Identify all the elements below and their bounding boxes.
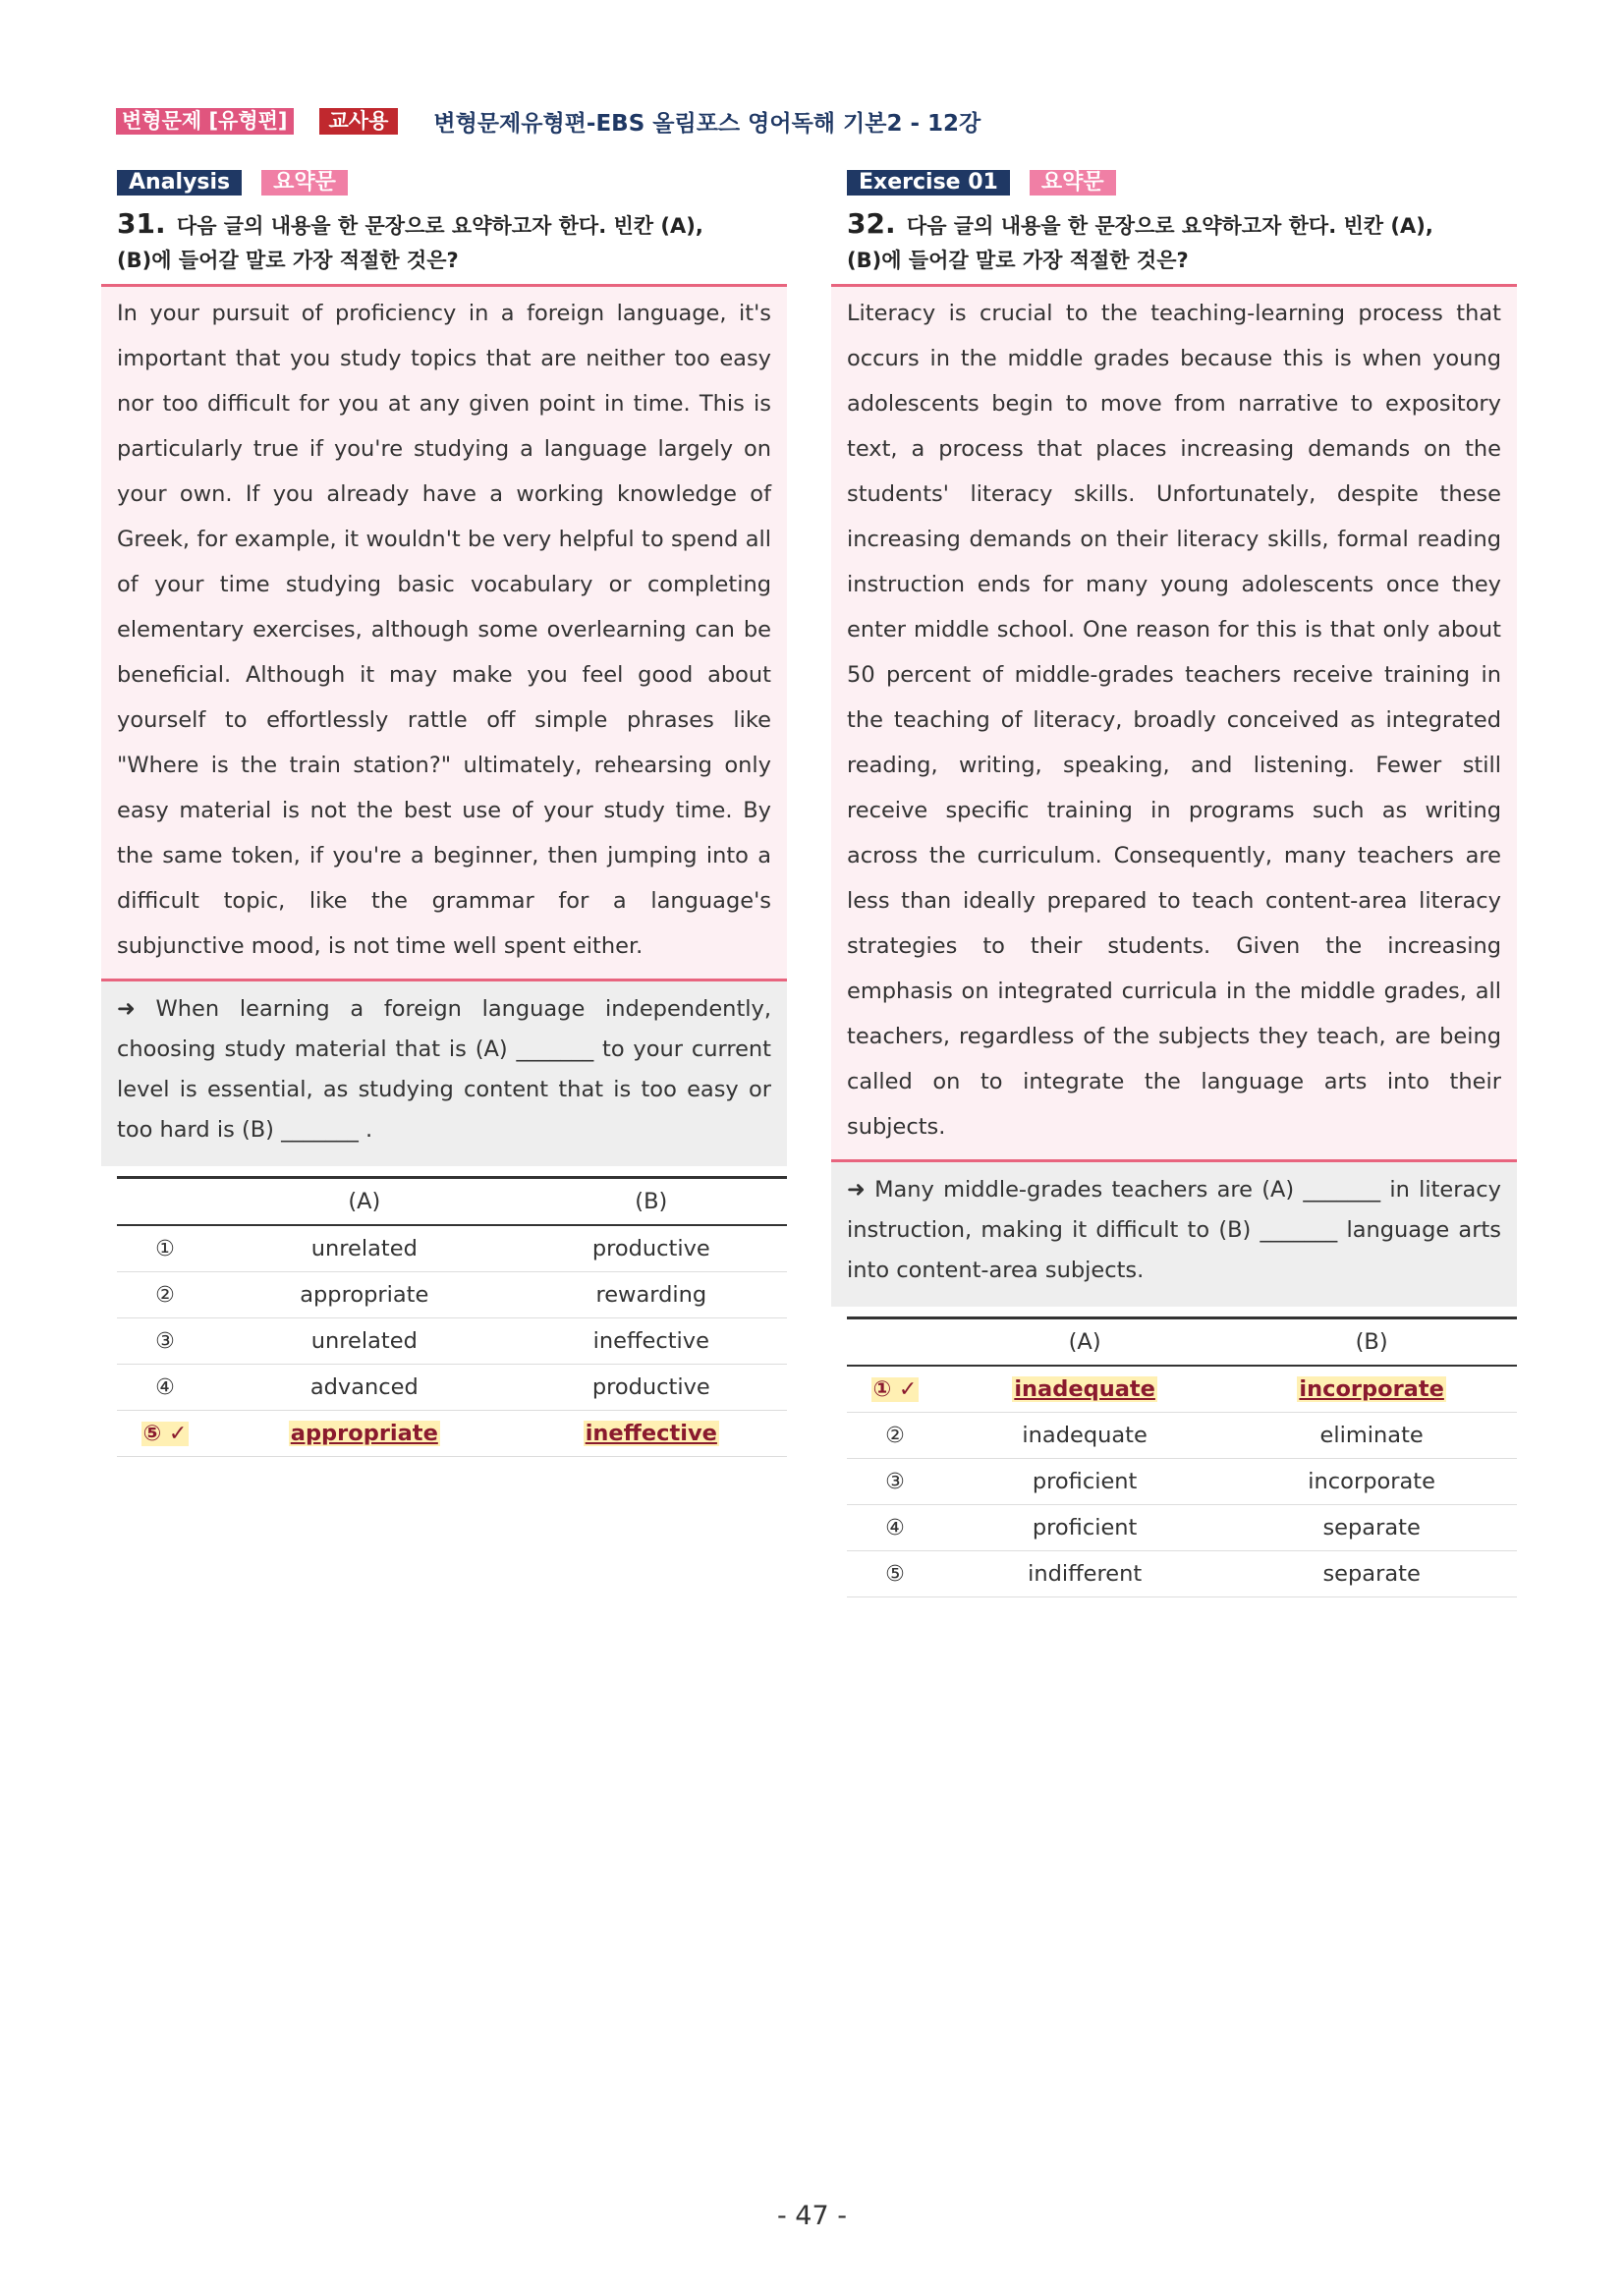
- answer-choices-table: [847, 1316, 1517, 1597]
- question-text-line1: 다음 글의 내용을 한 문장으로 요약하고자 한다. 빈칸 (A),: [176, 214, 703, 238]
- question-badges: [101, 169, 787, 196]
- choice-b: eliminate: [1226, 1413, 1517, 1459]
- choice-b: separate: [1226, 1505, 1517, 1551]
- choice-row[interactable]: [117, 1225, 787, 1272]
- choice-row[interactable]: [117, 1272, 787, 1318]
- summary-type-badge: 요약문: [1030, 170, 1116, 196]
- table-header-blank: [117, 1178, 213, 1226]
- answer-choices-table: [117, 1176, 787, 1457]
- correct-choice-a: appropriate: [213, 1411, 516, 1457]
- choice-row[interactable]: [847, 1551, 1517, 1597]
- page-header: [116, 106, 980, 136]
- question-number: 32.: [847, 207, 896, 240]
- choice-number: ④: [117, 1365, 213, 1411]
- page-number: - 47 -: [776, 2201, 847, 2231]
- question-text-line2: (B)에 들어갈 말로 가장 적절한 것은?: [117, 249, 459, 272]
- document-title: 변형문제유형편-EBS 올림포스 영어독해 기본2 - 12강: [433, 110, 981, 137]
- correct-choice-number: ① ✓: [847, 1366, 943, 1413]
- choice-number: ⑤: [847, 1551, 943, 1597]
- choice-a: proficient: [943, 1459, 1226, 1505]
- summary-sentence: ➜ When learning a foreign language independently, choosing study material that is (A) _______ to your current level is essential, as studying content that is too easy or too hard is (B) _______ .: [101, 981, 787, 1166]
- choice-number: ②: [847, 1413, 943, 1459]
- choice-number: ④: [847, 1505, 943, 1551]
- question-badges: [831, 169, 1517, 196]
- choice-b: rewarding: [516, 1272, 787, 1318]
- correct-choice-number: ⑤ ✓: [117, 1411, 213, 1457]
- summary-sentence: ➜ Many middle-grades teachers are (A) _______ in literacy instruction, making it difficult to (B) _______ language arts into content-area subjects.: [831, 1162, 1517, 1307]
- correct-choice-b: ineffective: [516, 1411, 787, 1457]
- question-number: 31.: [117, 207, 166, 240]
- reading-passage: In your pursuit of proficiency in a foreign language, it's important that you study topics that are neither too easy nor too difficult for you at any given point in time. This is particularly true if you're studying a language largely on your own. If you already have a working knowledge of Greek, for example, it wouldn't be very helpful to spend all of your time studying basic vocabulary or completing elementary exercises, although some overlearning can be beneficial. Although it may make you feel good about yourself to effortlessly rattle off simple phrases like "Where is the train station?" ultimately, rehearsing only easy material is not the best use of your study time. By the same token, if you're a beginner, then jumping into a difficult topic, like the grammar for a language's subjunctive mood, is not time well spent either.: [101, 284, 787, 981]
- choice-number: ②: [117, 1272, 213, 1318]
- question-title: [831, 206, 1517, 278]
- choice-a: unrelated: [213, 1318, 516, 1365]
- question-title: [101, 206, 787, 278]
- choice-b: incorporate: [1226, 1459, 1517, 1505]
- choice-number: ③: [117, 1318, 213, 1365]
- table-header-a: (A): [213, 1178, 516, 1226]
- correct-choice-a: inadequate: [943, 1366, 1226, 1413]
- choice-row[interactable]: [117, 1365, 787, 1411]
- choice-b: ineffective: [516, 1318, 787, 1365]
- choice-a: proficient: [943, 1505, 1226, 1551]
- question-text-line2: (B)에 들어갈 말로 가장 적절한 것은?: [847, 249, 1189, 272]
- choice-a: indifferent: [943, 1551, 1226, 1597]
- question-31-column: [101, 169, 787, 1457]
- correct-choice-row[interactable]: [847, 1366, 1517, 1413]
- choice-b: separate: [1226, 1551, 1517, 1597]
- reading-passage: Literacy is crucial to the teaching-learning process that occurs in the middle grades because this is when young adolescents begin to move from narrative to expository text, a process that places increasing demands on the students' literacy skills. Unfortunately, despite these increasing demands on their literacy skills, formal reading instruction ends for many young adolescents once they enter middle school. One reason for this is that only about 50 percent of middle-grades teachers receive training in the teaching of literacy, broadly conceived as integrated reading, writing, speaking, and listening. Fewer still receive specific training in programs such as writing across the curriculum. Consequently, many teachers are less than ideally prepared to teach content-area literacy strategies to their students. Given the increasing emphasis on integrated curricula in the middle grades, all teachers, regardless of the subjects they teach, are being called on to integrate the language arts into their subjects.: [831, 284, 1517, 1162]
- choice-row[interactable]: [847, 1413, 1517, 1459]
- choice-a: advanced: [213, 1365, 516, 1411]
- choice-a: inadequate: [943, 1413, 1226, 1459]
- choice-b: productive: [516, 1225, 787, 1272]
- table-header-blank: [847, 1318, 943, 1367]
- table-header-b: (B): [516, 1178, 787, 1226]
- choice-number: ③: [847, 1459, 943, 1505]
- choice-row[interactable]: [847, 1459, 1517, 1505]
- correct-choice-row[interactable]: [117, 1411, 787, 1457]
- analysis-badge: Analysis: [117, 170, 242, 196]
- choice-number: ①: [117, 1225, 213, 1272]
- table-header-b: (B): [1226, 1318, 1517, 1367]
- table-header-a: (A): [943, 1318, 1226, 1367]
- teacher-tag: 교사용: [319, 108, 399, 135]
- summary-type-badge: 요약문: [261, 170, 348, 196]
- question-32-column: [831, 169, 1517, 1597]
- exercise-badge: Exercise 01: [847, 170, 1010, 196]
- choice-b: productive: [516, 1365, 787, 1411]
- question-text-line1: 다음 글의 내용을 한 문장으로 요약하고자 한다. 빈칸 (A),: [906, 214, 1433, 238]
- choice-row[interactable]: [847, 1505, 1517, 1551]
- choice-a: unrelated: [213, 1225, 516, 1272]
- choice-row[interactable]: [117, 1318, 787, 1365]
- category-tag: 변형문제 [유형편]: [116, 108, 294, 135]
- correct-choice-b: incorporate: [1226, 1366, 1517, 1413]
- choice-a: appropriate: [213, 1272, 516, 1318]
